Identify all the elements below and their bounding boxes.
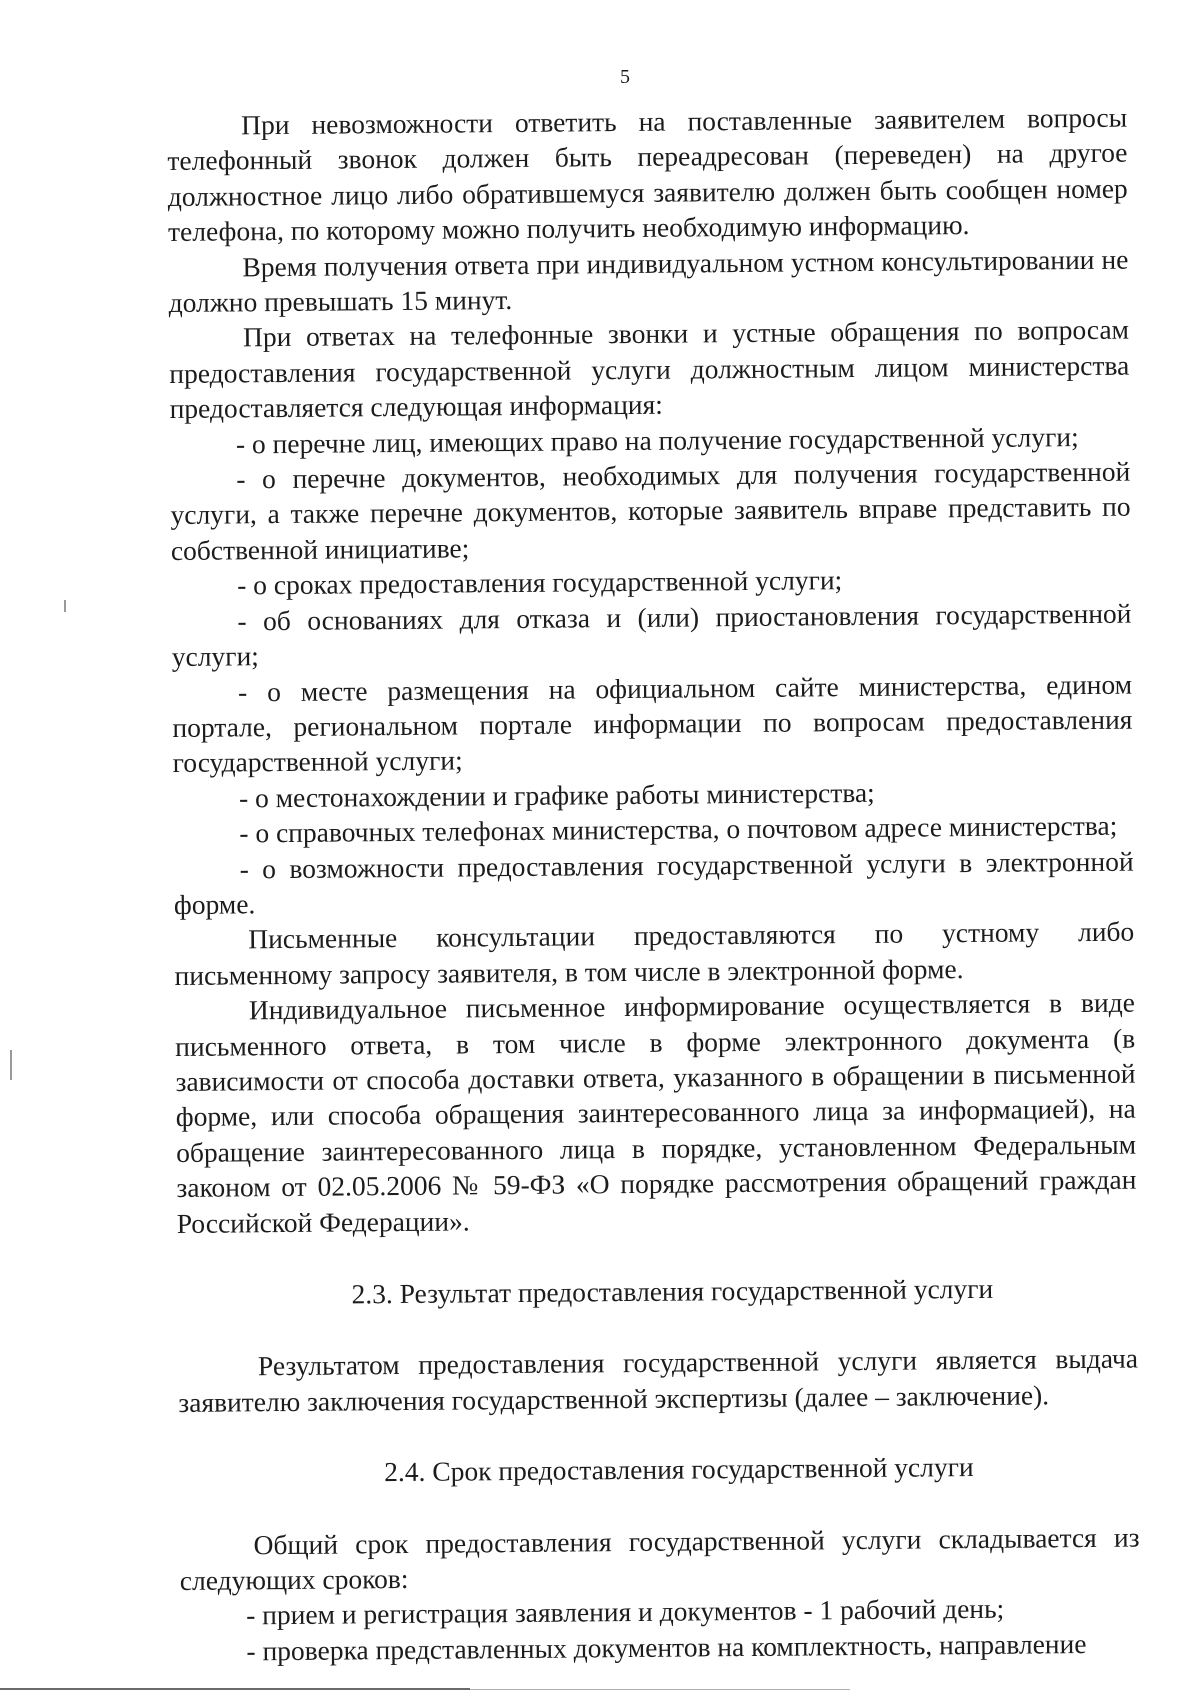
scan-speck [64, 600, 66, 612]
paragraph: Время получения ответа при индивидуальном устном консультировании не должно превышать 15 минут. [168, 243, 1129, 319]
paragraph: При ответах на телефонные звонки и устные обращения по вопросам предоставления государственной услуги должностным лицом министерства предоставляется следующая информация: [169, 314, 1130, 425]
section-2-3-paragraph: Результатом предоставления государственной услуги является выдача заявителю заключения государственной экспертизы (далее – заключение). [178, 1342, 1139, 1418]
list-item: - о возможности предоставления государственной услуги в электронной форме. [173, 845, 1134, 920]
list-item: - о месте размещения на официальном сайте министерства, едином портале, региональном портале информации по вопросам предоставления государственной услуги; [172, 668, 1133, 779]
list-item: - проверка представленных документов на комплектность, направление [246, 1627, 1087, 1667]
scan-edge-line [0, 1688, 470, 1690]
list-item: - о перечне документов, необходимых для получения государственной услуги, а также перечне документов, которые заявитель вправе представить по собственной инициативе; [170, 455, 1131, 566]
paragraph: Общий срок предоставления государственной услуги складывается из следующих сроков: [179, 1521, 1140, 1596]
scan-speck [10, 1050, 12, 1080]
section-2-4-body [179, 1519, 1140, 1669]
list-item: - о местонахождении и графике работы министерства; [238, 776, 875, 814]
paragraph: Индивидуальное письменное информирование осуществляется в виде письменного ответа, в том числе в форме электронного документа (в зависимости от способа доставки ответа, указанного в обращении в письменной форме, или способа обращения заинтересованного лица за информацией), на обращение заинтересованного лица в порядке, установленном Федеральным законом от 02.05.2006 № 59-ФЗ «О порядке рассмотрения обращений граждан Российской Федерации». [175, 986, 1137, 1239]
information-block [167, 100, 1137, 1241]
section-2-4-heading: 2.4. Срок предоставления государственной услуги [384, 1451, 974, 1488]
list-item: - о перечне лиц, имеющих право на получение государственной услуги; [235, 420, 1079, 460]
list-item: - об основаниях для отказа и (или) приостановления государственной услуги; [171, 597, 1132, 673]
list-item: - о сроках предоставления государственной услуги; [237, 564, 843, 601]
page-number: 5 [620, 66, 630, 88]
list-item: - прием и регистрация заявления и документов - 1 рабочий день; [246, 1593, 1005, 1631]
section-2-3-heading: 2.3. Результат предоставления государственной услуги [351, 1272, 994, 1310]
paragraph: При невозможности ответить на поставленные заявителем вопросы телефонный звонок должен быть переадресован (переведен) на другое должностное лицо либо обратившемуся заявителю должен быть сообщен номер телефона, по которому можно получить необходимую информацию. [167, 101, 1128, 248]
scan-edge-line-faint [470, 1689, 850, 1690]
list-item: - о справочных телефонах министерства, о почтовом адресе министерства; [239, 809, 1118, 849]
paragraph: Письменные консультации предоставляются по устному либо письменному запросу заявителя, в том числе в электронной форме. [174, 915, 1135, 991]
document-body [167, 100, 1141, 1670]
